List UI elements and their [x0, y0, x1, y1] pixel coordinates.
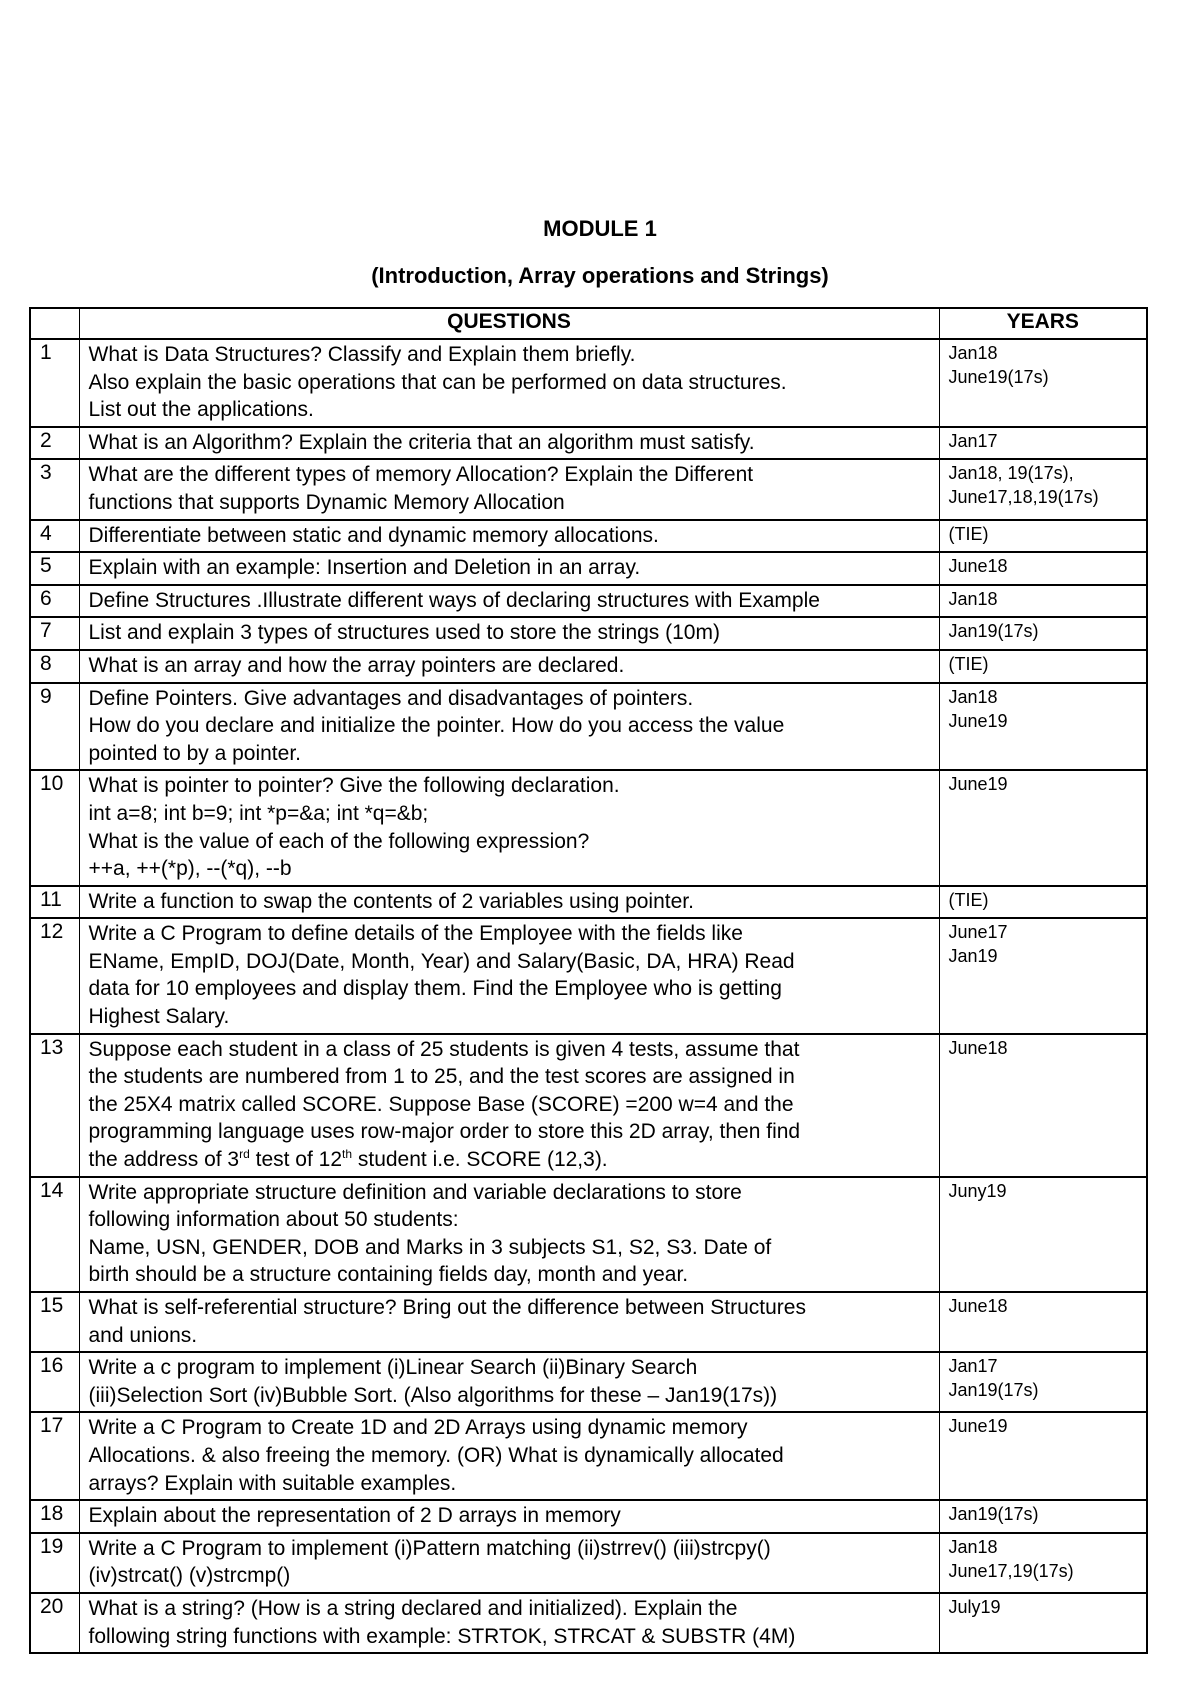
question-years	[939, 520, 1147, 553]
year-entry: June18	[948, 556, 1008, 577]
question-line: Define Structures .Illustrate different ways of declaring structures with Example	[88, 588, 820, 612]
question-line: Highest Salary.	[88, 1005, 230, 1029]
question-years	[939, 617, 1147, 650]
year-entry: June19	[948, 1416, 1008, 1437]
question-text	[79, 459, 939, 519]
table-row	[30, 339, 1147, 427]
question-fragment: test of 12	[249, 1148, 343, 1172]
year-entry: Jan18, 19(17s),	[948, 463, 1074, 484]
question-years	[939, 1177, 1147, 1292]
question-line: What is Data Structures? Classify and Explain them briefly.	[88, 343, 636, 366]
question-text	[79, 1500, 939, 1533]
question-number: 10	[30, 770, 79, 885]
year-entry: June18	[948, 1296, 1008, 1316]
year-entry: Jan18	[948, 686, 998, 707]
table-row	[30, 650, 1147, 683]
question-line: Write a c program to implement (i)Linear Search (ii)Binary Search	[88, 1356, 698, 1380]
year-entry: June19(17s)	[948, 367, 1049, 387]
question-text	[79, 1533, 939, 1593]
question-years	[939, 585, 1147, 618]
year-entry: (TIE)	[948, 889, 989, 910]
question-line: arrays? Explain with suitable examples.	[88, 1471, 457, 1495]
table-row	[30, 1533, 1147, 1593]
question-line: and unions.	[88, 1323, 198, 1347]
question-text	[79, 520, 939, 553]
question-line: List out the applications.	[88, 398, 314, 422]
year-entry: Jan18	[948, 343, 998, 363]
question-line: Explain with an example: Insertion and Deletion in an array.	[88, 556, 641, 580]
question-text	[79, 617, 939, 650]
table-row	[30, 520, 1147, 553]
question-number: 5	[30, 552, 79, 585]
question-line: (iv)strcat() (v)strcmp()	[88, 1564, 291, 1588]
question-number: 11	[30, 886, 79, 919]
question-number: 4	[30, 520, 79, 553]
year-entry: June19	[948, 774, 1008, 795]
question-fragment: the address of 3	[88, 1148, 240, 1172]
question-line: birth should be a structure containing fields day, month and year.	[88, 1263, 689, 1287]
question-years	[939, 1593, 1147, 1653]
year-entry: Jan19(17s)	[948, 621, 1039, 642]
question-number: 7	[30, 617, 79, 650]
question-line: Differentiate between static and dynamic memory allocations.	[88, 523, 659, 547]
table-row	[30, 1352, 1147, 1412]
question-line: functions that supports Dynamic Memory Allocation	[88, 490, 565, 514]
ordinal-suffix: th	[342, 1147, 353, 1162]
table-row	[30, 1593, 1147, 1653]
question-years	[939, 1500, 1147, 1533]
question-line: Define Pointers. Give advantages and disadvantages of pointers.	[88, 686, 694, 710]
table-row	[30, 459, 1147, 519]
question-line	[89, 1146, 934, 1174]
year-entry: (TIE)	[948, 523, 989, 544]
year-entry: July19	[948, 1596, 1001, 1617]
table-row	[30, 1412, 1147, 1500]
table-row	[30, 1292, 1147, 1352]
question-text	[79, 886, 939, 919]
question-line: EName, EmpID, DOJ(Date, Month, Year) and Salary(Basic, DA, HRA) Read	[88, 949, 795, 973]
question-years	[939, 650, 1147, 683]
question-years	[939, 1292, 1147, 1352]
question-text	[79, 650, 939, 683]
year-entry: June17,18,19(17s)	[948, 487, 1099, 508]
question-line: Write a function to swap the contents of 2 variables using pointer.	[88, 889, 694, 913]
question-number: 15	[30, 1292, 79, 1352]
question-years	[939, 427, 1147, 460]
question-years	[939, 459, 1147, 519]
question-number: 20	[30, 1593, 79, 1653]
question-number: 17	[30, 1412, 79, 1500]
question-line: (iii)Selection Sort (iv)Bubble Sort. (Also algorithms for these – Jan19(17s))	[88, 1383, 778, 1407]
question-line: Also explain the basic operations that can be performed on data structures.	[88, 370, 787, 394]
table-row	[30, 886, 1147, 919]
year-entry: June17,19(17s)	[948, 1560, 1074, 1581]
question-text	[79, 1593, 939, 1653]
question-number: 19	[30, 1533, 79, 1593]
page-subtitle: (Introduction, Array operations and Strings)	[371, 263, 829, 288]
question-number: 12	[30, 918, 79, 1033]
question-text	[79, 585, 939, 618]
question-line: Write appropriate structure definition and variable declarations to store	[88, 1180, 742, 1204]
question-line: following string functions with example: STRTOK, STRCAT & SUBSTR (4M)	[88, 1624, 796, 1648]
question-line: programming language uses row-major order to store this 2D array, then find	[88, 1120, 801, 1144]
question-years	[939, 886, 1147, 919]
header-number	[30, 308, 79, 339]
question-line: Write a C Program to Create 1D and 2D Arrays using dynamic memory	[88, 1416, 748, 1440]
question-line: following information about 50 students:	[88, 1208, 459, 1232]
question-line: How do you declare and initialize the pointer. How do you access the value	[88, 714, 785, 738]
question-number: 9	[30, 683, 79, 771]
question-line: Write a C Program to implement (i)Pattern matching (ii)strrev() (iii)strcpy()	[88, 1536, 771, 1560]
question-years	[939, 918, 1147, 1033]
question-text	[79, 427, 939, 460]
question-line: What is a string? (How is a string declared and initialized). Explain the	[88, 1596, 738, 1620]
question-text	[79, 552, 939, 585]
question-text	[79, 683, 939, 771]
question-years	[939, 1034, 1147, 1177]
table-row	[30, 918, 1147, 1033]
header-years: YEARS	[939, 308, 1147, 339]
question-line: What is an array and how the array pointers are declared.	[88, 653, 625, 677]
question-text	[79, 1412, 939, 1500]
table-row	[30, 617, 1147, 650]
question-text	[79, 1352, 939, 1412]
table-row	[30, 427, 1147, 460]
question-years	[939, 1533, 1147, 1593]
question-line: List and explain 3 types of structures used to store the strings (10m)	[88, 621, 720, 645]
question-years	[939, 770, 1147, 885]
question-number: 6	[30, 585, 79, 618]
question-line: Suppose each student in a class of 25 students is given 4 tests, assume that	[88, 1037, 800, 1061]
year-entry: Jan18	[948, 588, 998, 609]
questions-table	[29, 307, 1148, 1654]
question-text	[79, 1177, 939, 1292]
question-line: Explain about the representation of 2 D arrays in memory	[88, 1504, 621, 1528]
question-line: What is pointer to pointer? Give the following declaration.	[88, 774, 620, 798]
year-entry: June19	[948, 710, 1008, 731]
table-row	[30, 552, 1147, 585]
question-line: Write a C Program to define details of the Employee with the fields like	[88, 922, 743, 946]
question-number: 13	[30, 1034, 79, 1177]
question-line: the students are numbered from 1 to 25, and the test scores are assigned in	[88, 1065, 795, 1089]
year-entry: Juny19	[948, 1180, 1007, 1201]
table-row	[30, 585, 1147, 618]
year-entry: Jan19(17s)	[948, 1380, 1039, 1401]
question-number: 18	[30, 1500, 79, 1533]
question-line: What are the different types of memory Allocation? Explain the Different	[88, 463, 754, 487]
table-header-row	[30, 308, 1147, 339]
question-number: 8	[30, 650, 79, 683]
question-years	[939, 552, 1147, 585]
question-number: 16	[30, 1352, 79, 1412]
question-years	[939, 683, 1147, 771]
year-entry: June18	[948, 1037, 1008, 1058]
table-row	[30, 683, 1147, 771]
question-number: 14	[30, 1177, 79, 1292]
question-line: pointed to by a pointer.	[88, 741, 301, 765]
table-row	[30, 1500, 1147, 1533]
question-text	[79, 770, 939, 885]
question-text	[79, 1292, 939, 1352]
header-questions: QUESTIONS	[79, 308, 939, 339]
question-number: 3	[30, 459, 79, 519]
question-line: Allocations. & also freeing the memory. (OR) What is dynamically allocated	[88, 1443, 784, 1467]
year-entry: (TIE)	[948, 653, 989, 674]
question-line: What is an Algorithm? Explain the criteria that an algorithm must satisfy.	[88, 430, 755, 454]
question-line: ++a, ++(*p), --(*q), --b	[88, 857, 292, 881]
question-years	[939, 339, 1147, 427]
year-entry: Jan19(17s)	[948, 1504, 1039, 1525]
question-line: the 25X4 matrix called SCORE. Suppose Base (SCORE) =200 w=4 and the	[88, 1092, 794, 1116]
question-fragment: student i.e. SCORE (12,3).	[352, 1148, 608, 1172]
question-text	[79, 1034, 939, 1177]
question-line: Name, USN, GENDER, DOB and Marks in 3 subjects S1, S2, S3. Date of	[88, 1235, 772, 1259]
year-entry: Jan18	[948, 1536, 998, 1557]
table-row	[30, 770, 1147, 885]
question-line: int a=8; int b=9; int *p=&a; int *q=&b;	[88, 801, 429, 825]
question-number: 1	[30, 339, 79, 427]
question-line: data for 10 employees and display them. Find the Employee who is getting	[88, 977, 782, 1001]
page-title: MODULE 1	[543, 216, 657, 241]
question-text	[79, 918, 939, 1033]
question-years	[939, 1412, 1147, 1500]
year-entry: Jan17	[948, 430, 998, 451]
question-line: What is the value of each of the following expression?	[88, 829, 590, 853]
ordinal-suffix: rd	[239, 1147, 250, 1162]
question-years	[939, 1352, 1147, 1412]
year-entry: Jan17	[948, 1356, 998, 1377]
question-line: What is self-referential structure? Bring out the difference between Structures	[88, 1296, 806, 1319]
table-row	[30, 1034, 1147, 1177]
question-text	[79, 339, 939, 427]
question-number: 2	[30, 427, 79, 460]
table-row	[30, 1177, 1147, 1292]
year-entry: June17	[948, 922, 1008, 943]
year-entry: Jan19	[948, 946, 998, 967]
